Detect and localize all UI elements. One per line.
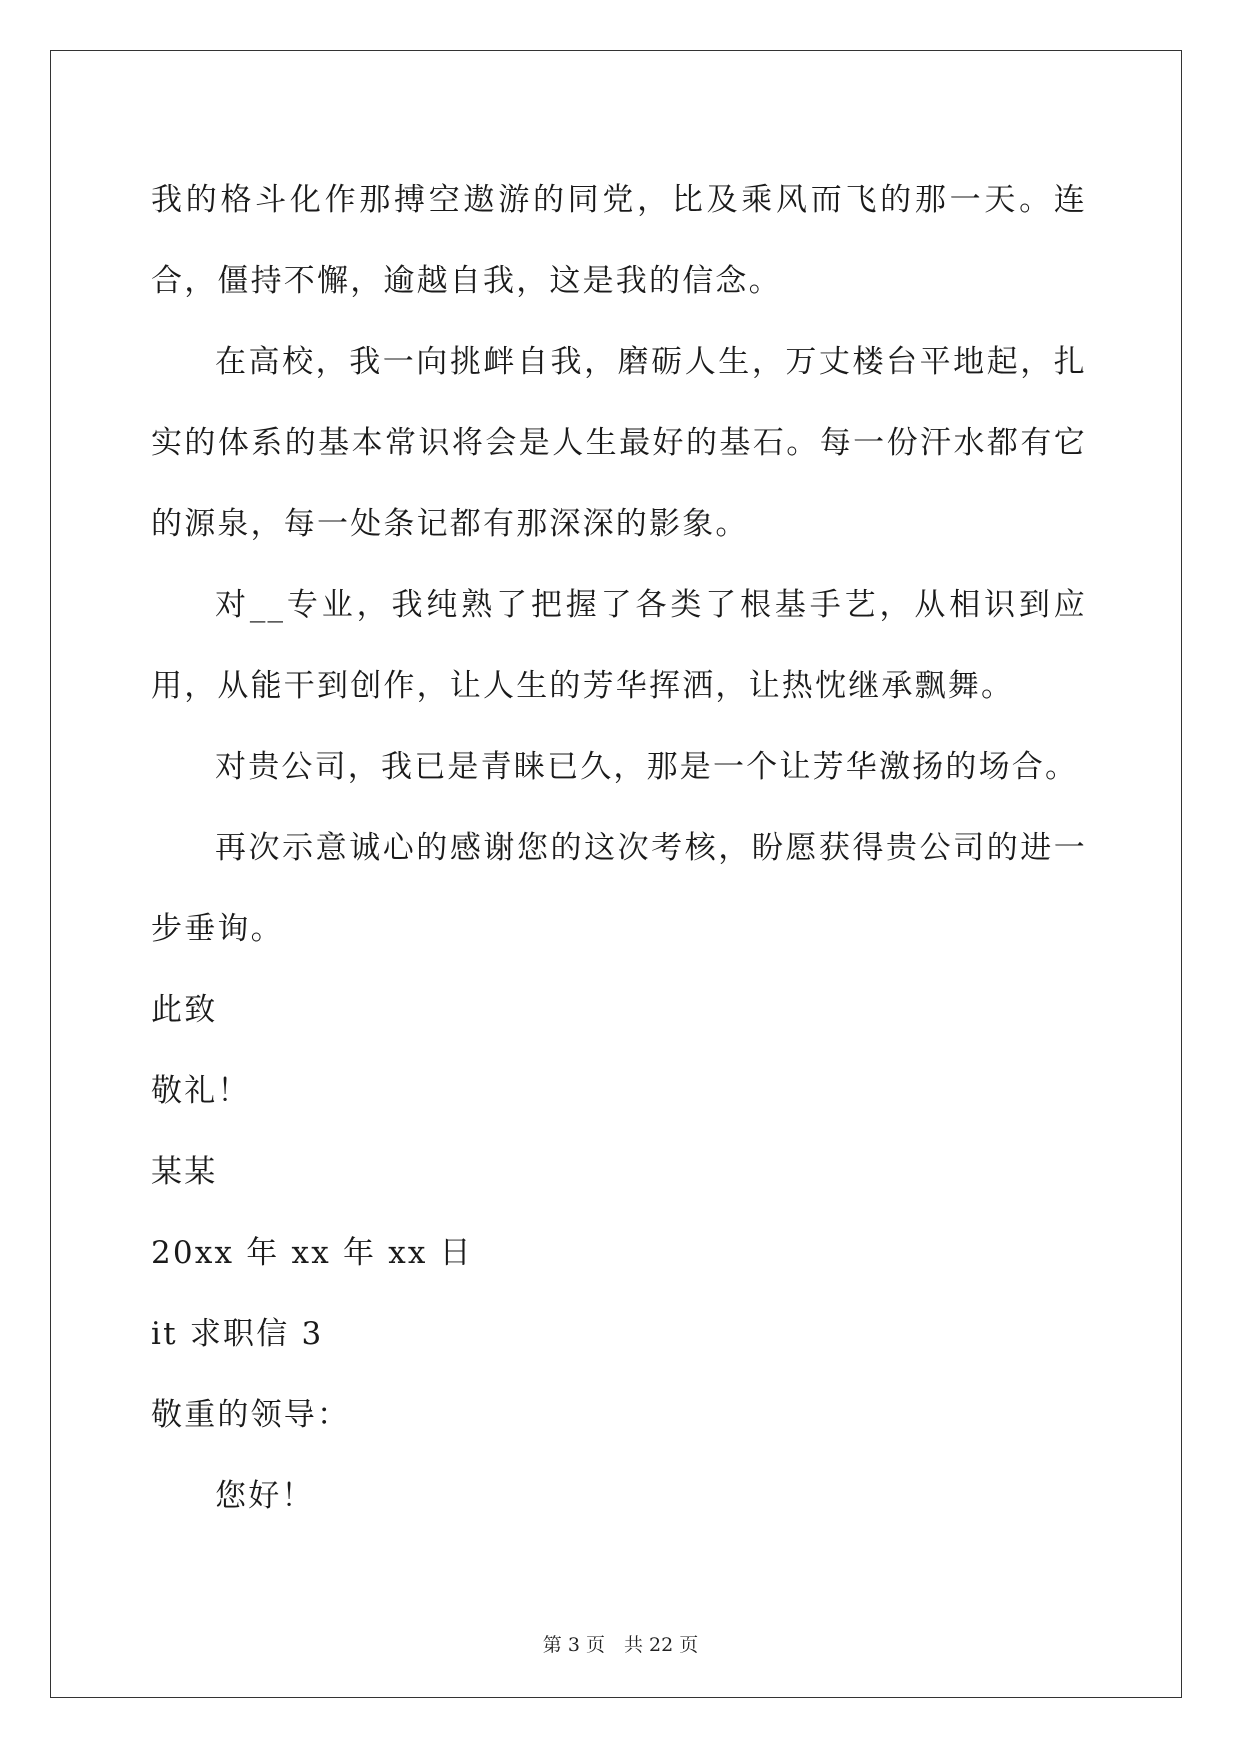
letter-body [151, 160, 1087, 1537]
paragraph-1: 我的格斗化作那搏空遨游的同党，比及乘风而飞的那一天。连合，僵持不懈，逾越自我，这是我的信念。 [151, 182, 1087, 299]
paragraph-3: 对__专业，我纯熟了把握了各类了根基手艺，从相识到应用，从能干到创作，让人生的芳华挥洒，让热忱继承飘舞。 [151, 587, 1087, 704]
section-title: it 求职信 3 [151, 1316, 324, 1352]
paragraph-4: 对贵公司，我已是青睐已久，那是一个让芳华激扬的场合。 [215, 749, 1079, 785]
closing-line: 此致 [151, 992, 218, 1028]
signature: 某某 [151, 1154, 218, 1190]
paragraph-2: 在高校，我一向挑衅自我，磨砺人生，万丈楼台平地起，扎实的体系的基本常识将会是人生最好的基石。每一份汗水都有它的源泉，每一处条记都有那深深的影象。 [151, 344, 1087, 542]
date-line: 20xx 年 xx 年 xx 日 [151, 1235, 473, 1271]
greeting-line: 敬重的领导： [151, 1397, 351, 1433]
hello-line: 您好！ [215, 1478, 315, 1514]
paragraph-5: 再次示意诚心的感谢您的这次考核，盼愿获得贵公司的进一步垂询。 [151, 830, 1087, 947]
salute-line: 敬礼！ [151, 1073, 251, 1109]
page-number-footer: 第 3 页 共 22 页 [542, 1634, 699, 1656]
